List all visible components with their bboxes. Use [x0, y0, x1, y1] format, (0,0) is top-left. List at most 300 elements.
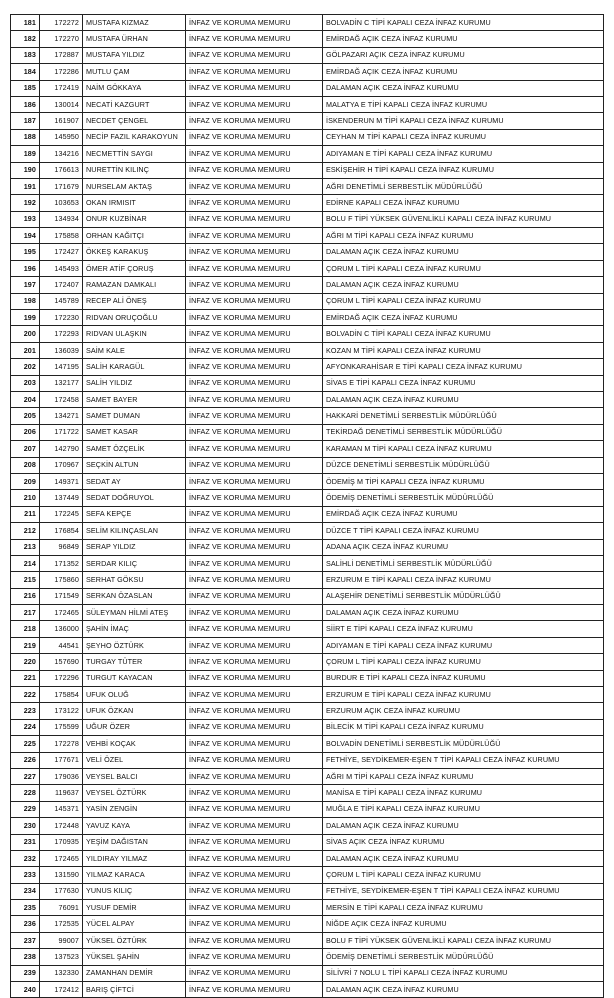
table-row — [11, 391, 604, 407]
institution-name-cell: CEYHAN M TİPİ KAPALI CEZA İNFAZ KURUMU — [323, 129, 604, 145]
row-number-cell: 211 — [11, 506, 40, 522]
person-name-cell: BARIŞ ÇİFTCİ — [83, 982, 186, 998]
table-row — [11, 605, 604, 621]
table-row — [11, 146, 604, 162]
institution-name-cell: DALAMAN AÇIK CEZA İNFAZ KURUMU — [323, 80, 604, 96]
person-name-cell: MUSTAFA YILDIZ — [83, 47, 186, 63]
institution-name-cell: ERZURUM E TİPİ KAPALI CEZA İNFAZ KURUMU — [323, 687, 604, 703]
table-row — [11, 965, 604, 981]
registry-number-cell: 172465 — [40, 605, 83, 621]
row-number-cell: 238 — [11, 949, 40, 965]
table-row — [11, 900, 604, 916]
job-title-cell: İNFAZ VE KORUMA MEMURU — [186, 801, 323, 817]
job-title-cell: İNFAZ VE KORUMA MEMURU — [186, 375, 323, 391]
registry-number-cell: 142790 — [40, 441, 83, 457]
institution-name-cell: ERZURUM AÇIK CEZA İNFAZ KURUMU — [323, 703, 604, 719]
institution-name-cell: ÇORUM L TİPİ KAPALI CEZA İNFAZ KURUMU — [323, 654, 604, 670]
person-name-cell: YAVUZ KAYA — [83, 818, 186, 834]
row-number-cell: 225 — [11, 736, 40, 752]
row-number-cell: 196 — [11, 260, 40, 276]
registry-number-cell: 132330 — [40, 965, 83, 981]
registry-number-cell: 176613 — [40, 162, 83, 178]
table-row — [11, 228, 604, 244]
row-number-cell: 189 — [11, 146, 40, 162]
row-number-cell: 203 — [11, 375, 40, 391]
row-number-cell: 202 — [11, 359, 40, 375]
job-title-cell: İNFAZ VE KORUMA MEMURU — [186, 654, 323, 670]
institution-name-cell: AĞRI M TİPİ KAPALI CEZA İNFAZ KURUMU — [323, 228, 604, 244]
registry-number-cell: 99007 — [40, 932, 83, 948]
registry-number-cell: 132177 — [40, 375, 83, 391]
institution-name-cell: İSKENDERUN M TİPİ KAPALI CEZA İNFAZ KURUMU — [323, 113, 604, 129]
person-name-cell: YASİN ZENGİN — [83, 801, 186, 817]
job-title-cell: İNFAZ VE KORUMA MEMURU — [186, 473, 323, 489]
institution-name-cell: EMİRDAĞ AÇIK CEZA İNFAZ KURUMU — [323, 31, 604, 47]
job-title-cell: İNFAZ VE KORUMA MEMURU — [186, 850, 323, 866]
institution-name-cell: KARAMAN M TİPİ KAPALI CEZA İNFAZ KURUMU — [323, 441, 604, 457]
institution-name-cell: ALAŞEHİR DENETİMLİ SERBESTLİK MÜDÜRLÜĞÜ — [323, 588, 604, 604]
registry-number-cell: 145789 — [40, 293, 83, 309]
row-number-cell: 199 — [11, 310, 40, 326]
person-name-cell: MUSTAFA KIZMAZ — [83, 15, 186, 31]
row-number-cell: 181 — [11, 15, 40, 31]
row-number-cell: 205 — [11, 408, 40, 424]
row-number-cell: 200 — [11, 326, 40, 342]
registry-number-cell: 134216 — [40, 146, 83, 162]
person-name-cell: OKAN IRMISIT — [83, 195, 186, 211]
institution-name-cell: DALAMAN AÇIK CEZA İNFAZ KURUMU — [323, 605, 604, 621]
row-number-cell: 187 — [11, 113, 40, 129]
table-row — [11, 916, 604, 932]
job-title-cell: İNFAZ VE KORUMA MEMURU — [186, 228, 323, 244]
table-row — [11, 473, 604, 489]
table-row — [11, 211, 604, 227]
person-name-cell: NURSELAM AKTAŞ — [83, 178, 186, 194]
registry-number-cell: 172427 — [40, 244, 83, 260]
row-number-cell: 208 — [11, 457, 40, 473]
institution-name-cell: EMİRDAĞ AÇIK CEZA İNFAZ KURUMU — [323, 64, 604, 80]
job-title-cell: İNFAZ VE KORUMA MEMURU — [186, 359, 323, 375]
registry-number-cell: 172293 — [40, 326, 83, 342]
registry-number-cell: 175860 — [40, 572, 83, 588]
registry-number-cell: 145371 — [40, 801, 83, 817]
registry-number-cell: 173122 — [40, 703, 83, 719]
job-title-cell: İNFAZ VE KORUMA MEMURU — [186, 195, 323, 211]
table-row — [11, 195, 604, 211]
job-title-cell: İNFAZ VE KORUMA MEMURU — [186, 867, 323, 883]
row-number-cell: 198 — [11, 293, 40, 309]
table-row — [11, 375, 604, 391]
institution-name-cell: EDİRNE KAPALI CEZA İNFAZ KURUMU — [323, 195, 604, 211]
job-title-cell: İNFAZ VE KORUMA MEMURU — [186, 277, 323, 293]
person-name-cell: UFUK OLUĞ — [83, 687, 186, 703]
table-row — [11, 178, 604, 194]
job-title-cell: İNFAZ VE KORUMA MEMURU — [186, 818, 323, 834]
institution-name-cell: AĞRI M TİPİ KAPALI CEZA İNFAZ KURUMU — [323, 768, 604, 784]
institution-name-cell: EMİRDAĞ AÇIK CEZA İNFAZ KURUMU — [323, 506, 604, 522]
institution-name-cell: SİVAS AÇIK CEZA İNFAZ KURUMU — [323, 834, 604, 850]
institution-name-cell: BOLU F TİPİ YÜKSEK GÜVENLİKLİ KAPALI CEZA İNFAZ KURUMU — [323, 932, 604, 948]
row-number-cell: 183 — [11, 47, 40, 63]
person-name-cell: SEFA KEPÇE — [83, 506, 186, 522]
job-title-cell: İNFAZ VE KORUMA MEMURU — [186, 736, 323, 752]
institution-name-cell: ÇORUM L TİPİ KAPALI CEZA İNFAZ KURUMU — [323, 260, 604, 276]
table-row — [11, 15, 604, 31]
registry-number-cell: 145493 — [40, 260, 83, 276]
table-row — [11, 670, 604, 686]
institution-name-cell: MALATYA E TİPİ KAPALI CEZA İNFAZ KURUMU — [323, 96, 604, 112]
registry-number-cell: 161907 — [40, 113, 83, 129]
institution-name-cell: BOLU F TİPİ YÜKSEK GÜVENLİKLİ KAPALI CEZA İNFAZ KURUMU — [323, 211, 604, 227]
person-name-cell: NECATİ KAZGURT — [83, 96, 186, 112]
institution-name-cell: BOLVADİN DENETİMLİ SERBESTLİK MÜDÜRLÜĞÜ — [323, 736, 604, 752]
person-name-cell: SERDAR KILIÇ — [83, 555, 186, 571]
job-title-cell: İNFAZ VE KORUMA MEMURU — [186, 670, 323, 686]
job-title-cell: İNFAZ VE KORUMA MEMURU — [186, 293, 323, 309]
table-row — [11, 326, 604, 342]
registry-number-cell: 119637 — [40, 785, 83, 801]
row-number-cell: 213 — [11, 539, 40, 555]
row-number-cell: 192 — [11, 195, 40, 211]
job-title-cell: İNFAZ VE KORUMA MEMURU — [186, 752, 323, 768]
row-number-cell: 224 — [11, 719, 40, 735]
row-number-cell: 215 — [11, 572, 40, 588]
person-name-cell: NECDET ÇENGEL — [83, 113, 186, 129]
job-title-cell: İNFAZ VE KORUMA MEMURU — [186, 785, 323, 801]
person-name-cell: SÜLEYMAN HİLMİ ATEŞ — [83, 605, 186, 621]
job-title-cell: İNFAZ VE KORUMA MEMURU — [186, 162, 323, 178]
person-name-cell: NURETTİN KILINÇ — [83, 162, 186, 178]
person-name-cell: RECEP ALİ ÖNEŞ — [83, 293, 186, 309]
person-name-cell: UFUK ÖZKAN — [83, 703, 186, 719]
registry-number-cell: 172278 — [40, 736, 83, 752]
person-name-cell: ONUR KUZBİNAR — [83, 211, 186, 227]
person-name-cell: YILDIRAY YILMAZ — [83, 850, 186, 866]
institution-name-cell: MUĞLA E TİPİ KAPALI CEZA İNFAZ KURUMU — [323, 801, 604, 817]
person-name-cell: SAMET ÖZÇELİK — [83, 441, 186, 457]
row-number-cell: 232 — [11, 850, 40, 866]
institution-name-cell: DÜZCE DENETİMLİ SERBESTLİK MÜDÜRLÜĞÜ — [323, 457, 604, 473]
institution-name-cell: DALAMAN AÇIK CEZA İNFAZ KURUMU — [323, 818, 604, 834]
table-row — [11, 310, 604, 326]
registry-number-cell: 172448 — [40, 818, 83, 834]
registry-number-cell: 137523 — [40, 949, 83, 965]
institution-name-cell: ADANA AÇIK CEZA İNFAZ KURUMU — [323, 539, 604, 555]
registry-number-cell: 172286 — [40, 64, 83, 80]
registry-number-cell: 134271 — [40, 408, 83, 424]
table-row — [11, 441, 604, 457]
registry-number-cell: 96849 — [40, 539, 83, 555]
institution-name-cell: GÖLPAZARI AÇIK CEZA İNFAZ KURUMU — [323, 47, 604, 63]
document-page — [10, 14, 604, 998]
registry-number-cell: 170935 — [40, 834, 83, 850]
job-title-cell: İNFAZ VE KORUMA MEMURU — [186, 916, 323, 932]
row-number-cell: 186 — [11, 96, 40, 112]
table-row — [11, 113, 604, 129]
table-row — [11, 572, 604, 588]
job-title-cell: İNFAZ VE KORUMA MEMURU — [186, 572, 323, 588]
institution-name-cell: DALAMAN AÇIK CEZA İNFAZ KURUMU — [323, 850, 604, 866]
row-number-cell: 234 — [11, 883, 40, 899]
row-number-cell: 204 — [11, 391, 40, 407]
row-number-cell: 231 — [11, 834, 40, 850]
registry-number-cell: 177630 — [40, 883, 83, 899]
person-name-cell: ŞAHİN İMAÇ — [83, 621, 186, 637]
row-number-cell: 214 — [11, 555, 40, 571]
registry-number-cell: 137449 — [40, 490, 83, 506]
institution-name-cell: AĞRI DENETİMLİ SERBESTLİK MÜDÜRLÜĞÜ — [323, 178, 604, 194]
job-title-cell: İNFAZ VE KORUMA MEMURU — [186, 342, 323, 358]
job-title-cell: İNFAZ VE KORUMA MEMURU — [186, 949, 323, 965]
person-name-cell: YUNUS KILIÇ — [83, 883, 186, 899]
person-name-cell: SEDAT DOĞRUYOL — [83, 490, 186, 506]
table-row — [11, 162, 604, 178]
institution-name-cell: KOZAN M TİPİ KAPALI CEZA İNFAZ KURUMU — [323, 342, 604, 358]
table-row — [11, 424, 604, 440]
registry-number-cell: 171722 — [40, 424, 83, 440]
table-row — [11, 719, 604, 735]
institution-name-cell: BOLVADİN C TİPİ KAPALI CEZA İNFAZ KURUMU — [323, 15, 604, 31]
person-name-cell: MUTLU ÇAM — [83, 64, 186, 80]
table-row — [11, 490, 604, 506]
row-number-cell: 191 — [11, 178, 40, 194]
registry-number-cell: 175599 — [40, 719, 83, 735]
registry-number-cell: 172535 — [40, 916, 83, 932]
job-title-cell: İNFAZ VE KORUMA MEMURU — [186, 768, 323, 784]
row-number-cell: 195 — [11, 244, 40, 260]
table-row — [11, 408, 604, 424]
registry-number-cell: 175854 — [40, 687, 83, 703]
person-name-cell: YÜCEL ALPAY — [83, 916, 186, 932]
table-row — [11, 80, 604, 96]
table-row — [11, 359, 604, 375]
row-number-cell: 216 — [11, 588, 40, 604]
table-body — [11, 15, 604, 998]
job-title-cell: İNFAZ VE KORUMA MEMURU — [186, 982, 323, 998]
table-row — [11, 293, 604, 309]
registry-number-cell: 76091 — [40, 900, 83, 916]
table-row — [11, 506, 604, 522]
person-name-cell: TURGUT KAYACAN — [83, 670, 186, 686]
registry-number-cell: 172272 — [40, 15, 83, 31]
institution-name-cell: SALİHLİ DENETİMLİ SERBESTLİK MÜDÜRLÜĞÜ — [323, 555, 604, 571]
registry-number-cell: 170967 — [40, 457, 83, 473]
institution-name-cell: FETHİYE, SEYDİKEMER-EŞEN T TİPİ KAPALI CEZA İNFAZ KURUMU — [323, 883, 604, 899]
table-row — [11, 867, 604, 883]
job-title-cell: İNFAZ VE KORUMA MEMURU — [186, 490, 323, 506]
person-name-cell: SERKAN ÖZASLAN — [83, 588, 186, 604]
table-row — [11, 64, 604, 80]
institution-name-cell: DÜZCE T TİPİ KAPALI CEZA İNFAZ KURUMU — [323, 523, 604, 539]
institution-name-cell: NİĞDE AÇIK CEZA İNFAZ KURUMU — [323, 916, 604, 932]
institution-name-cell: HAKKARİ DENETİMLİ SERBESTLİK MÜDÜRLÜĞÜ — [323, 408, 604, 424]
row-number-cell: 239 — [11, 965, 40, 981]
person-name-cell: YÜKSEL ÖZTÜRK — [83, 932, 186, 948]
job-title-cell: İNFAZ VE KORUMA MEMURU — [186, 96, 323, 112]
job-title-cell: İNFAZ VE KORUMA MEMURU — [186, 687, 323, 703]
job-title-cell: İNFAZ VE KORUMA MEMURU — [186, 457, 323, 473]
table-row — [11, 850, 604, 866]
registry-number-cell: 136039 — [40, 342, 83, 358]
row-number-cell: 222 — [11, 687, 40, 703]
registry-number-cell: 172887 — [40, 47, 83, 63]
row-number-cell: 237 — [11, 932, 40, 948]
institution-name-cell: ESKİŞEHİR H TİPİ KAPALI CEZA İNFAZ KURUMU — [323, 162, 604, 178]
table-row — [11, 129, 604, 145]
registry-number-cell: 172245 — [40, 506, 83, 522]
row-number-cell: 210 — [11, 490, 40, 506]
job-title-cell: İNFAZ VE KORUMA MEMURU — [186, 605, 323, 621]
institution-name-cell: DALAMAN AÇIK CEZA İNFAZ KURUMU — [323, 982, 604, 998]
person-name-cell: SAMET DUMAN — [83, 408, 186, 424]
row-number-cell: 218 — [11, 621, 40, 637]
job-title-cell: İNFAZ VE KORUMA MEMURU — [186, 408, 323, 424]
table-row — [11, 342, 604, 358]
registry-number-cell: 103653 — [40, 195, 83, 211]
institution-name-cell: DALAMAN AÇIK CEZA İNFAZ KURUMU — [323, 277, 604, 293]
registry-number-cell: 172230 — [40, 310, 83, 326]
institution-name-cell: ÖDEMİŞ DENETİMLİ SERBESTLİK MÜDÜRLÜĞÜ — [323, 490, 604, 506]
job-title-cell: İNFAZ VE KORUMA MEMURU — [186, 80, 323, 96]
institution-name-cell: ÇORUM L TİPİ KAPALI CEZA İNFAZ KURUMU — [323, 867, 604, 883]
person-name-cell: VELİ ÖZEL — [83, 752, 186, 768]
row-number-cell: 229 — [11, 801, 40, 817]
person-name-cell: YEŞİM DAĞISTAN — [83, 834, 186, 850]
institution-name-cell: SİLİVRİ 7 NOLU L TİPİ KAPALI CEZA İNFAZ KURUMU — [323, 965, 604, 981]
person-name-cell: NAİM GÖKKAYA — [83, 80, 186, 96]
row-number-cell: 230 — [11, 818, 40, 834]
registry-number-cell: 130014 — [40, 96, 83, 112]
person-name-cell: SAMET BAYER — [83, 391, 186, 407]
row-number-cell: 227 — [11, 768, 40, 784]
row-number-cell: 185 — [11, 80, 40, 96]
institution-name-cell: DALAMAN AÇIK CEZA İNFAZ KURUMU — [323, 391, 604, 407]
job-title-cell: İNFAZ VE KORUMA MEMURU — [186, 539, 323, 555]
person-name-cell: YÜKSEL ŞAHİN — [83, 949, 186, 965]
job-title-cell: İNFAZ VE KORUMA MEMURU — [186, 523, 323, 539]
institution-name-cell: ERZURUM E TİPİ KAPALI CEZA İNFAZ KURUMU — [323, 572, 604, 588]
registry-number-cell: 172270 — [40, 31, 83, 47]
job-title-cell: İNFAZ VE KORUMA MEMURU — [186, 834, 323, 850]
table-row — [11, 637, 604, 653]
institution-name-cell: SİİRT E TİPİ KAPALI CEZA İNFAZ KURUMU — [323, 621, 604, 637]
registry-number-cell: 175858 — [40, 228, 83, 244]
person-name-cell: SEÇKİN ALTUN — [83, 457, 186, 473]
institution-name-cell: BİLECİK M TİPİ KAPALI CEZA İNFAZ KURUMU — [323, 719, 604, 735]
row-number-cell: 240 — [11, 982, 40, 998]
registry-number-cell: 172465 — [40, 850, 83, 866]
table-row — [11, 31, 604, 47]
registry-number-cell: 177671 — [40, 752, 83, 768]
row-number-cell: 194 — [11, 228, 40, 244]
registry-number-cell: 136000 — [40, 621, 83, 637]
row-number-cell: 207 — [11, 441, 40, 457]
job-title-cell: İNFAZ VE KORUMA MEMURU — [186, 211, 323, 227]
person-name-cell: TURGAY TÜTER — [83, 654, 186, 670]
institution-name-cell: BURDUR E TİPİ KAPALI CEZA İNFAZ KURUMU — [323, 670, 604, 686]
registry-number-cell: 44541 — [40, 637, 83, 653]
row-number-cell: 223 — [11, 703, 40, 719]
registry-number-cell: 145950 — [40, 129, 83, 145]
job-title-cell: İNFAZ VE KORUMA MEMURU — [186, 965, 323, 981]
person-name-cell: SELİM KILINÇASLAN — [83, 523, 186, 539]
table-row — [11, 244, 604, 260]
table-row — [11, 703, 604, 719]
registry-number-cell: 131590 — [40, 867, 83, 883]
registry-number-cell: 147195 — [40, 359, 83, 375]
row-number-cell: 219 — [11, 637, 40, 653]
table-row — [11, 654, 604, 670]
institution-name-cell: SİVAS E TİPİ KAPALI CEZA İNFAZ KURUMU — [323, 375, 604, 391]
job-title-cell: İNFAZ VE KORUMA MEMURU — [186, 637, 323, 653]
job-title-cell: İNFAZ VE KORUMA MEMURU — [186, 326, 323, 342]
person-name-cell: SEDAT AY — [83, 473, 186, 489]
person-name-cell: SAMET KASAR — [83, 424, 186, 440]
person-name-cell: RIDVAN ULAŞKIN — [83, 326, 186, 342]
row-number-cell: 233 — [11, 867, 40, 883]
institution-name-cell: ÖDEMİŞ DENETİMLİ SERBESTLİK MÜDÜRLÜĞÜ — [323, 949, 604, 965]
job-title-cell: İNFAZ VE KORUMA MEMURU — [186, 129, 323, 145]
table-row — [11, 982, 604, 998]
table-row — [11, 621, 604, 637]
table-row — [11, 523, 604, 539]
job-title-cell: İNFAZ VE KORUMA MEMURU — [186, 178, 323, 194]
person-name-cell: ORHAN KAĞITÇI — [83, 228, 186, 244]
registry-number-cell: 172458 — [40, 391, 83, 407]
person-name-cell: YILMAZ KARACA — [83, 867, 186, 883]
job-title-cell: İNFAZ VE KORUMA MEMURU — [186, 555, 323, 571]
row-number-cell: 212 — [11, 523, 40, 539]
row-number-cell: 201 — [11, 342, 40, 358]
person-name-cell: UĞUR ÖZER — [83, 719, 186, 735]
job-title-cell: İNFAZ VE KORUMA MEMURU — [186, 47, 323, 63]
institution-name-cell: EMİRDAĞ AÇIK CEZA İNFAZ KURUMU — [323, 310, 604, 326]
row-number-cell: 226 — [11, 752, 40, 768]
row-number-cell: 184 — [11, 64, 40, 80]
job-title-cell: İNFAZ VE KORUMA MEMURU — [186, 260, 323, 276]
registry-number-cell: 171352 — [40, 555, 83, 571]
institution-name-cell: FETHİYE, SEYDİKEMER-EŞEN T TİPİ KAPALI CEZA İNFAZ KURUMU — [323, 752, 604, 768]
job-title-cell: İNFAZ VE KORUMA MEMURU — [186, 588, 323, 604]
row-number-cell: 236 — [11, 916, 40, 932]
table-row — [11, 47, 604, 63]
table-row — [11, 768, 604, 784]
table-row — [11, 752, 604, 768]
table-row — [11, 539, 604, 555]
registry-number-cell: 172419 — [40, 80, 83, 96]
person-name-cell: VEHBİ KOÇAK — [83, 736, 186, 752]
table-row — [11, 785, 604, 801]
registry-number-cell: 149371 — [40, 473, 83, 489]
row-number-cell: 221 — [11, 670, 40, 686]
institution-name-cell: ADIYAMAN E TİPİ KAPALI CEZA İNFAZ KURUMU — [323, 146, 604, 162]
person-name-cell: SAİM KALE — [83, 342, 186, 358]
table-row — [11, 949, 604, 965]
institution-name-cell: BOLVADİN C TİPİ KAPALI CEZA İNFAZ KURUMU — [323, 326, 604, 342]
job-title-cell: İNFAZ VE KORUMA MEMURU — [186, 146, 323, 162]
row-number-cell: 228 — [11, 785, 40, 801]
institution-name-cell: AFYONKARAHİSAR E TİPİ KAPALI CEZA İNFAZ KURUMU — [323, 359, 604, 375]
table-row — [11, 932, 604, 948]
job-title-cell: İNFAZ VE KORUMA MEMURU — [186, 932, 323, 948]
table-row — [11, 588, 604, 604]
row-number-cell: 182 — [11, 31, 40, 47]
table-row — [11, 736, 604, 752]
person-name-cell: SERHAT GÖKSU — [83, 572, 186, 588]
institution-name-cell: ADIYAMAN E TİPİ KAPALI CEZA İNFAZ KURUMU — [323, 637, 604, 653]
person-name-cell: ÖMER ATİF ÇORUŞ — [83, 260, 186, 276]
registry-number-cell: 172407 — [40, 277, 83, 293]
